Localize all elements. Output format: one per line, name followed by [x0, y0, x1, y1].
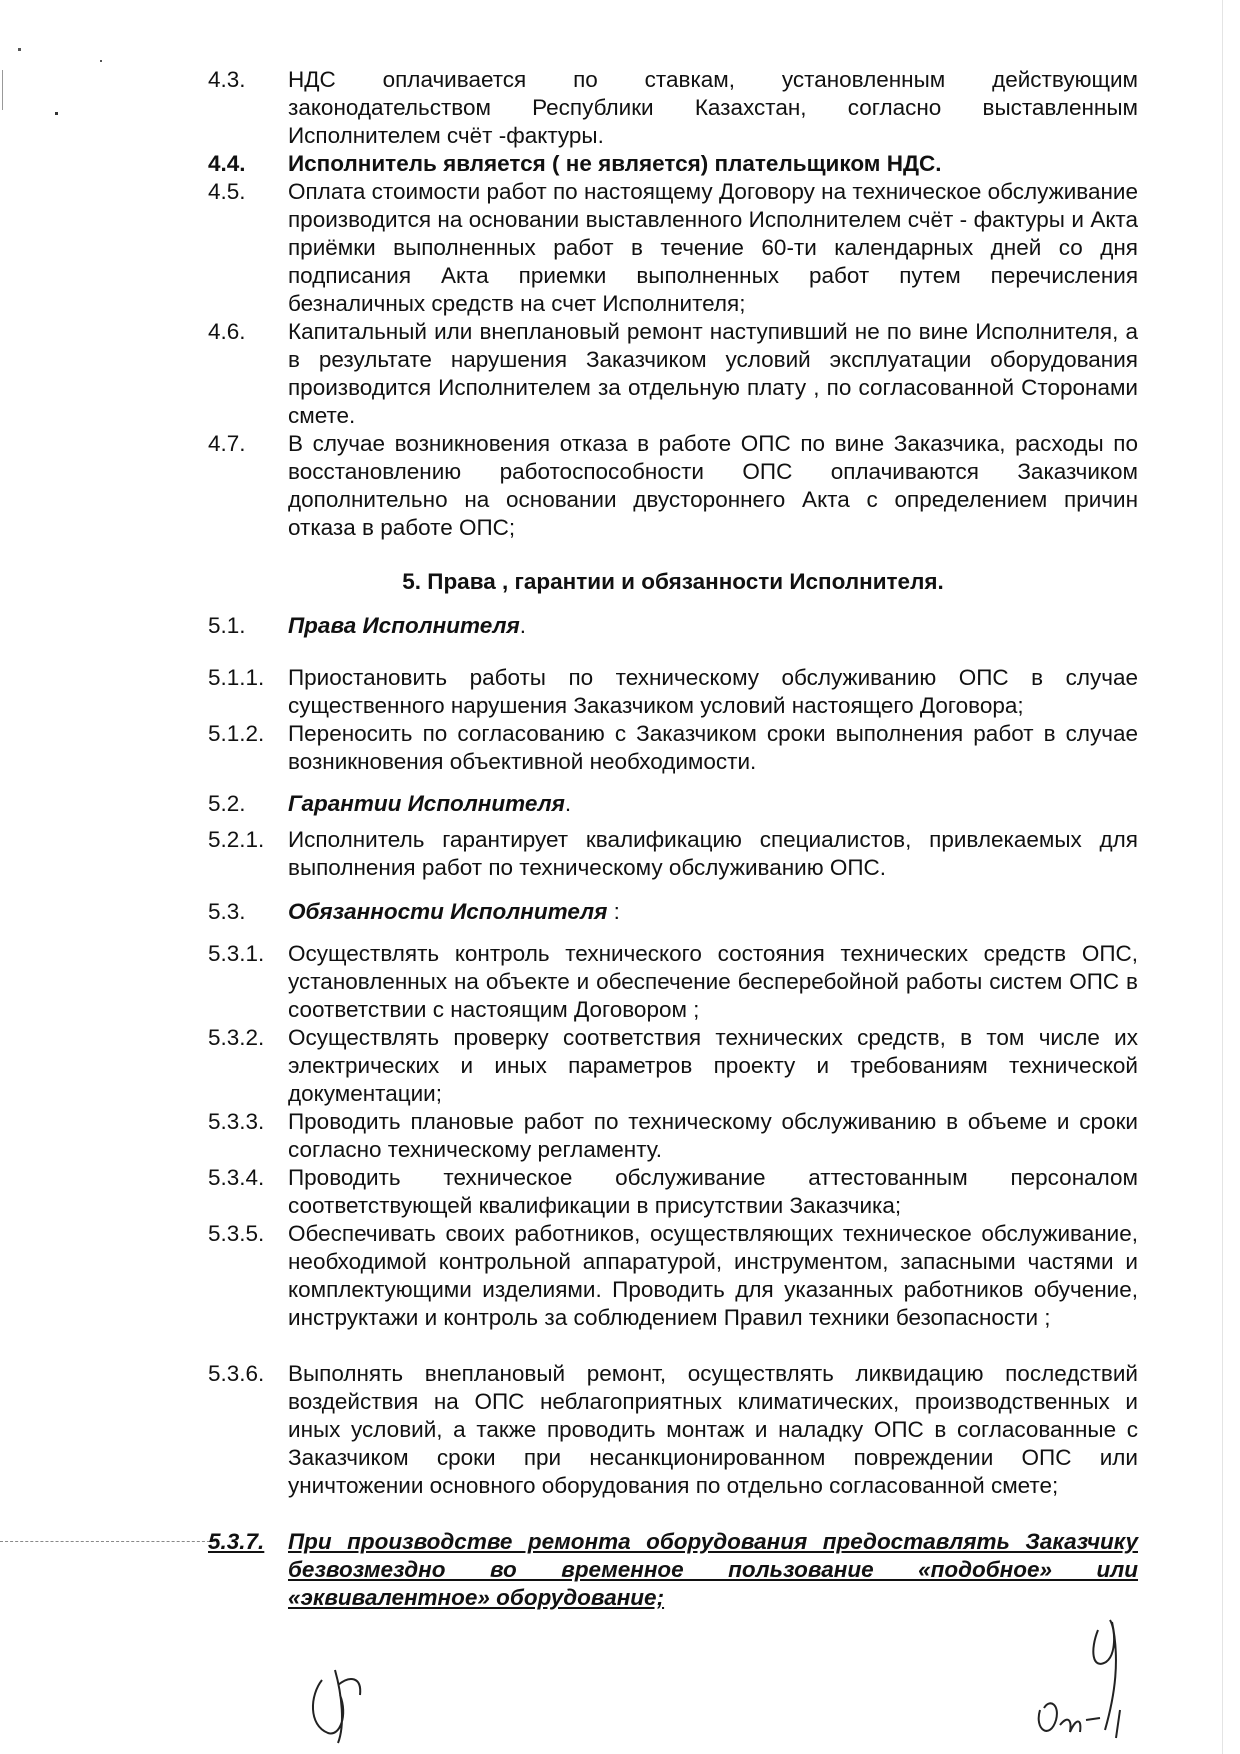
clause-text: Проводить плановые работ по техническому обслуживанию в объеме и сроки согласно техническому регламенту. [288, 1109, 1138, 1162]
clause-number: 4.3. [208, 67, 246, 92]
clause-4-3 [208, 66, 1138, 150]
subsection-5-2 [208, 790, 1138, 818]
clause-number: 5.3.3. [208, 1109, 265, 1134]
clause-text: Приостановить работы по техническому обслуживанию ОПС в случае существенного нарушения Заказчиком условий настоящего Договора; [288, 665, 1138, 718]
clause-number: 5.3.7. [208, 1529, 265, 1554]
clause-5-3-7 [208, 1528, 1138, 1612]
subsection-number: 5.2. [208, 791, 246, 816]
clause-number: 5.1.1. [208, 665, 265, 690]
clause-4-6 [208, 318, 1138, 430]
clause-4-7 [208, 430, 1138, 542]
clause-5-3-3 [208, 1108, 1138, 1164]
subsection-title-tail: . [519, 613, 527, 638]
signature-right [1020, 1600, 1150, 1750]
clause-number: 5.3.1. [208, 941, 265, 966]
scan-artifact [18, 48, 21, 51]
clause-number: 5.3.4. [208, 1165, 265, 1190]
clause-text: Исполнитель является ( не является) плательщиком НДС. [288, 151, 942, 176]
scan-artifact [55, 112, 58, 115]
clause-text: НДС оплачивается по ставкам, установленным действующим законодательством Республики Казахстан, согласно выставленным Исполнителем счёт -фактуры. [288, 67, 1138, 148]
clause-number: 5.3.2. [208, 1025, 265, 1050]
clause-5-3-4 [208, 1164, 1138, 1220]
scan-artifact [1222, 0, 1223, 1754]
clause-text: Капитальный или внеплановый ремонт наступивший не по вине Исполнителя, а в результате нарушения Заказчиком условий эксплуатации оборудования производится Исполнителем за отдельную плату , по согласованной Сторонами смете. [288, 319, 1138, 428]
subsection-5-3 [208, 898, 1138, 926]
clause-number: 5.3.6. [208, 1361, 265, 1386]
subsection-number: 5.1. [208, 613, 246, 638]
clause-number: 5.1.2. [208, 721, 265, 746]
clause-5-3-6 [208, 1360, 1138, 1500]
clause-5-3-1 [208, 940, 1138, 1024]
scan-artifact [100, 60, 102, 62]
subsection-title: Гарантии Исполнителя [288, 791, 565, 816]
clause-number: 4.6. [208, 319, 246, 344]
scan-artifact [2, 70, 3, 110]
clause-text: Проводить техническое обслуживание аттестованным персоналом соответствующей квалификации в присутствии Заказчика; [288, 1165, 1138, 1218]
clause-5-2-1 [208, 826, 1138, 882]
clause-5-1-2 [208, 720, 1138, 776]
clause-number: 5.2.1. [208, 827, 265, 852]
subsection-title-tail: : [607, 899, 620, 924]
clause-4-4 [208, 150, 1138, 178]
subsection-title-tail: . [564, 791, 572, 816]
clause-text: Оплата стоимости работ по настоящему Договору на техническое обслуживание производится на основании выставленного Исполнителем счёт - фактуры и Акта приёмки выполненных работ в течение 60-ти календарных дней со дня подписания Акта приемки выполненных работ путем перечисления безналичных средств на счет Исполнителя; [288, 179, 1138, 316]
clause-text: Осуществлять контроль технического состояния технических средств ОПС, установленных на объекте и обеспечение бесперебойной работы систем ОПС в соответствии с настоящим Договором ; [288, 941, 1138, 1022]
subsection-title: Права Исполнителя [288, 613, 520, 638]
clause-text: При производстве ремонта оборудования предоставлять Заказчику безвозмездно во временное пользование «подобное» или «эквивалентное» оборудование; [288, 1529, 1138, 1610]
clause-5-3-5 [208, 1220, 1138, 1332]
signature-left [300, 1655, 380, 1745]
subsection-5-1 [208, 612, 1138, 640]
clause-text: Выполнять внеплановый ремонт, осуществлять ликвидацию последствий воздействия на ОПС неблагоприятных климатических, производственных и иных условий, а также проводить монтаж и наладку ОПС в согласованные с Заказчиком сроки при несанкционированном повреждении ОПС или уничтожении основного оборудования по отдельно согласованной смете; [288, 1361, 1138, 1498]
clause-text: Переносить по согласованию с Заказчиком сроки выполнения работ в случае возникновения объективной необходимости. [288, 721, 1138, 774]
scan-artifact [0, 1541, 215, 1542]
clause-4-5 [208, 178, 1138, 318]
clause-text: В случае возникновения отказа в работе ОПС по вине Заказчика, расходы по восстановлению работоспособности ОПС оплачиваются Заказчиком дополнительно на основании двустороннего Акта с определением причин отказа в работе ОПС; [288, 431, 1138, 540]
clause-number: 5.3.5. [208, 1221, 265, 1246]
clause-5-1-1 [208, 664, 1138, 720]
clause-number: 4.5. [208, 179, 246, 204]
clause-text: Обеспечивать своих работников, осуществляющих техническое обслуживание, необходимой контрольной аппаратурой, инструментом, запасными частями и комплектующими изделиями. Проводить для указанных работников обучение, инструктажи и контроль за соблюдением Правил техники безопасности ; [288, 1221, 1138, 1330]
clause-number: 4.4. [208, 151, 246, 176]
clause-number: 4.7. [208, 431, 246, 456]
clause-5-3-2 [208, 1024, 1138, 1108]
clause-text: Осуществлять проверку соответствия технических средств, в том числе их электрических и иных параметров проекту и требованиям технической документации; [288, 1025, 1138, 1106]
section-heading: 5. Права , гарантии и обязанности Исполнителя. [402, 569, 944, 594]
clause-text: Исполнитель гарантирует квалификацию специалистов, привлекаемых для выполнения работ по техническому обслуживанию ОПС. [288, 827, 1138, 880]
subsection-title: Обязанности Исполнителя [288, 899, 608, 924]
subsection-number: 5.3. [208, 899, 246, 924]
